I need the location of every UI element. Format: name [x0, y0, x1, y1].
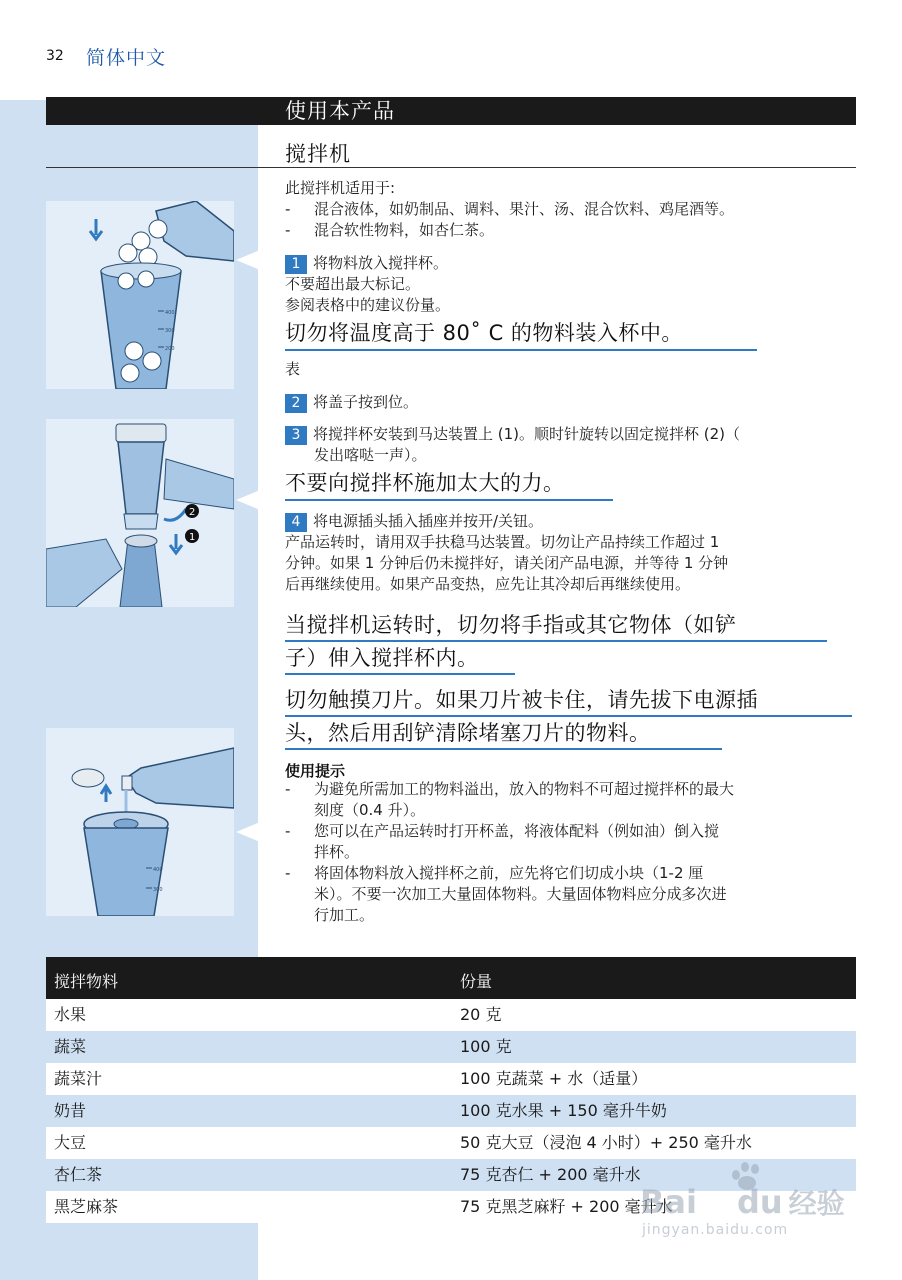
page-number: 32: [46, 48, 64, 64]
figure-pointer: [236, 490, 260, 510]
step-number: 2: [285, 394, 307, 413]
table-cell: 杏仁茶: [54, 1165, 103, 1184]
bullet-dash: -: [285, 200, 291, 218]
tips-heading: 使用提示: [285, 762, 346, 780]
bullet-dash: -: [285, 780, 291, 798]
watermark-cn: 经验: [788, 1187, 845, 1220]
figure-pointer: [236, 250, 260, 270]
callout-1: 1: [189, 532, 196, 543]
table-cell: 奶昔: [54, 1101, 87, 1120]
section-title: 使用本产品: [285, 99, 395, 123]
warning-fingers: 当搅拌机运转时，切勿将手指或其它物体（如铲: [285, 613, 737, 637]
step-paragraph: 产品运转时，请用双手扶稳马达装置。切勿让产品持续工作超过 1: [285, 533, 720, 551]
tip-text: 刻度（0.4 升）。: [314, 801, 426, 819]
warning-blade-cont: 头，然后用刮铲清除堵塞刀片的物料。: [285, 721, 651, 745]
step-number: 3: [285, 426, 307, 445]
table-cell: 大豆: [54, 1133, 87, 1152]
table-cell: 20 克: [460, 1005, 502, 1024]
table-cell: 水果: [54, 1005, 87, 1024]
table-cell: 75 克杏仁 + 200 毫升水: [460, 1165, 641, 1184]
bullet-dash: -: [285, 221, 291, 239]
table-cell: 100 克水果 + 150 毫升牛奶: [460, 1101, 667, 1120]
watermark: [640, 1160, 860, 1250]
bullet-dash: -: [285, 864, 291, 882]
cup-mark-400: 400: [153, 867, 163, 873]
table-cell: 黑芝麻茶: [54, 1197, 119, 1216]
step-text-cont: 发出喀哒一声）。: [314, 446, 427, 464]
tip-text: 行加工。: [314, 906, 375, 924]
warning-underline: [285, 715, 852, 717]
section-bar: [46, 97, 856, 125]
table-header-cell: 搅拌物料: [54, 972, 119, 991]
table-cell: 蔬菜汁: [54, 1069, 103, 1088]
warning-blade: 切勿触摸刀片。如果刀片被卡住，请先拔下电源插: [285, 688, 758, 712]
warning-underline: [285, 673, 515, 675]
cup-mark-300: 300: [165, 328, 175, 334]
step-text: 将搅拌杯安装到马达装置上 (1)。顺时针旋转以固定搅拌杯 (2)（: [313, 425, 741, 443]
callout-2: 2: [189, 507, 196, 518]
warning-temperature: 切勿将温度高于 80˚ C 的物料装入杯中。: [285, 321, 683, 345]
step-text: 将电源插头插入插座并按开/关钮。: [313, 512, 544, 530]
tip-text: 将固体物料放入搅拌杯之前，应先将它们切成小块（1-2 厘: [314, 864, 704, 882]
table-row: [46, 999, 856, 1031]
step-text: 将物料放入搅拌杯。: [313, 254, 449, 272]
table-cell: 100 克: [460, 1037, 512, 1056]
bullet-dash: -: [285, 822, 291, 840]
cup-mark-400: 400: [165, 310, 175, 316]
figure-attach-cup: [46, 419, 234, 607]
step-2: [285, 392, 418, 413]
warning-underline: [285, 499, 613, 501]
cup-mark-200: 200: [165, 346, 175, 352]
table-row: [46, 1095, 856, 1127]
table-row: [46, 1063, 856, 1095]
warning-underline: [285, 349, 757, 351]
watermark-brand: du: [736, 1183, 783, 1221]
step-paragraph: 后再继续使用。如果产品变热，应先让其冷却后再继续使用。: [285, 575, 691, 593]
warning-underline: [285, 748, 722, 750]
warning-underline: [285, 640, 827, 642]
tip-text: 米）。不要一次加工大量固体物料。大量固体物料应分成多次进: [314, 885, 727, 903]
table-header-row: [46, 957, 856, 999]
cup-mark-300: 300: [153, 887, 163, 893]
subsection-title: 搅拌机: [285, 142, 351, 166]
step-4: [285, 511, 543, 532]
watermark-brand: Bai: [640, 1183, 697, 1221]
table-row: [46, 1031, 856, 1063]
figure-pointer: [236, 822, 260, 842]
table-row: [46, 1127, 856, 1159]
intro-bullet: 混合液体，如奶制品、调料、果汁、汤、混合饮料、鸡尾酒等。: [314, 200, 735, 218]
intro-lead: 此搅拌机适用于:: [285, 179, 396, 197]
step-paragraph: 分钟。如果 1 分钟后仍未搅拌好，请关闭产品电源，并等待 1 分钟: [285, 554, 729, 572]
watermark-url: jingyan.baidu.com: [642, 1222, 789, 1238]
figure-add-ingredients: [46, 201, 234, 389]
tip-text: 为避免所需加工的物料溢出，放入的物料不可超过搅拌杯的最大: [314, 780, 735, 798]
table-cell: 50 克大豆（浸泡 4 小时）+ 250 毫升水: [460, 1133, 752, 1152]
step-note: 不要超出最大标记。: [285, 275, 421, 293]
step-3: [285, 424, 740, 445]
intro-bullet: 混合软性物料，如杏仁茶。: [314, 221, 495, 239]
table-cell: 蔬菜: [54, 1037, 87, 1056]
figure-pour-liquid: [46, 728, 234, 916]
step-text: 将盖子按到位。: [313, 393, 419, 411]
table-header-cell: 份量: [460, 972, 493, 991]
tip-text: 您可以在产品运转时打开杯盖，将液体配料（例如油）倒入搅: [314, 822, 720, 840]
step-number: 4: [285, 513, 307, 532]
table-label: 表: [285, 360, 301, 378]
step-1: [285, 253, 448, 274]
step-number: 1: [285, 255, 307, 274]
warning-fingers-cont: 子）伸入搅拌杯内。: [285, 646, 479, 670]
table-cell: 100 克蔬菜 + 水（适量）: [460, 1069, 648, 1088]
tip-text: 拌杯。: [314, 843, 360, 861]
language-label: 简体中文: [86, 47, 167, 69]
step-note: 参阅表格中的建议份量。: [285, 296, 451, 314]
divider: [46, 167, 856, 168]
table-cell: 75 克黑芝麻籽 + 200 毫升水: [460, 1197, 673, 1216]
warning-force: 不要向搅拌杯施加太大的力。: [285, 471, 565, 495]
